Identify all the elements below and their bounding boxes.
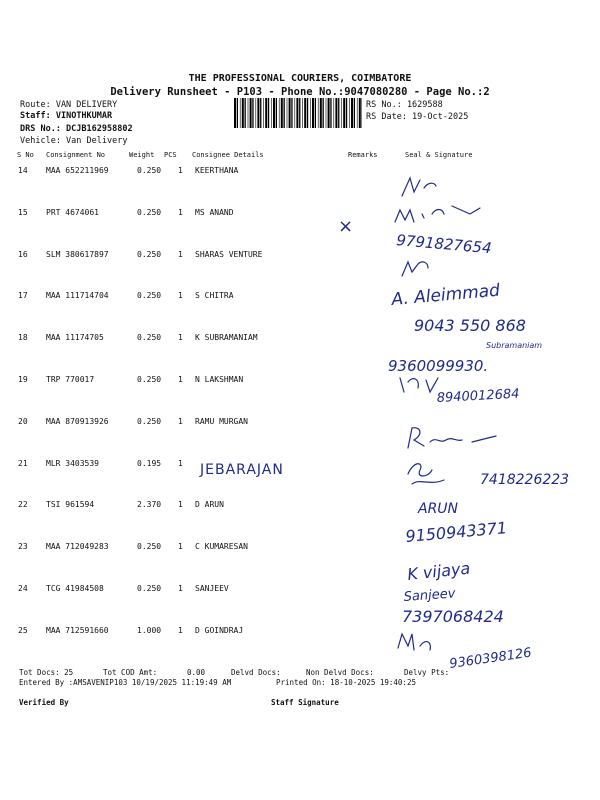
- table-row: [0, 375, 600, 417]
- column-header-consignment: Consignment No: [46, 151, 106, 159]
- handwritten-phone-19b: 8940012684: [436, 386, 520, 406]
- cell-sno: 14: [18, 166, 28, 175]
- table-row: [0, 417, 600, 459]
- staff-line: [20, 111, 112, 121]
- cell-consignment: MAA 652211969: [46, 166, 109, 175]
- table-row: [0, 459, 600, 501]
- cell-consignment: TCG 41984508: [46, 584, 104, 593]
- column-header-remarks: Remarks: [348, 151, 378, 159]
- cell-sno: 23: [18, 542, 28, 552]
- total-cod-label: Tot COD Amt:: [103, 668, 158, 677]
- cell-consignment: SLM 380617897: [46, 249, 109, 259]
- cell-sno: 22: [18, 500, 28, 510]
- table-row: [0, 208, 600, 250]
- cell-weight: 1.000: [137, 625, 162, 635]
- cell-weight: 0.250: [137, 333, 162, 343]
- cell-consignee: KEERTHANA: [195, 166, 239, 175]
- cell-consignee: D GOINDRAJ: [195, 625, 244, 635]
- cell-sno: 20: [18, 416, 28, 426]
- rs-date: RS Date: 19-Oct-2025: [366, 112, 469, 122]
- vehicle-label: Vehicle: Van Delivery: [20, 136, 128, 146]
- handwritten-name-21: JEBARAJAN: [200, 462, 284, 478]
- delivery-points: Delvy Pts:: [404, 668, 450, 677]
- cell-consignment: MAA 870913926: [46, 416, 109, 426]
- table-row: [0, 500, 600, 542]
- cell-consignment: PRT 4674061: [46, 207, 99, 217]
- cell-consignee: MS ANAND: [195, 207, 234, 217]
- cell-sno: 16: [18, 249, 28, 259]
- non-delivered-docs: Non Delvd Docs:: [306, 668, 374, 677]
- cell-sno: 18: [18, 333, 28, 343]
- handwritten-name-24b: Sanjeev: [403, 586, 456, 605]
- cell-pcs: 1: [178, 333, 183, 343]
- handwritten-name-24: K vijaya: [406, 558, 472, 584]
- handwritten-phone-15: 9791827654: [395, 231, 493, 258]
- cell-consignee: RAMU MURGAN: [195, 416, 248, 426]
- cell-consignee: C KUMARESAN: [195, 542, 248, 552]
- route-label: Route: VAN DELIVERY: [20, 100, 118, 110]
- printed-on: Printed On: 18-10-2025 19:40:25: [276, 678, 416, 687]
- cell-pcs: 1: [178, 207, 183, 217]
- company-title: THE PROFESSIONAL COURIERS, COIMBATORE: [188, 73, 412, 84]
- cell-pcs: 1: [178, 166, 183, 175]
- table-row: [0, 291, 600, 333]
- handwritten-phone-24: 7397068424: [402, 607, 504, 626]
- column-header-consignee: Consignee Details: [192, 151, 264, 159]
- cell-consignment: TRP 770017: [46, 375, 95, 384]
- cell-pcs: 1: [178, 584, 183, 593]
- cell-pcs: 1: [178, 625, 183, 635]
- handwritten-name-18: Subramaniam: [486, 341, 543, 350]
- cell-pcs: 1: [178, 500, 183, 510]
- cell-weight: 0.250: [137, 207, 162, 217]
- cell-weight: 0.250: [137, 249, 162, 259]
- handwritten-phone-25: 9360398126: [448, 645, 533, 672]
- column-header-pcs: PCS: [164, 151, 177, 159]
- rs-number: RS No.: 1629588: [366, 100, 443, 110]
- cell-pcs: 1: [178, 542, 183, 552]
- table-row: [0, 333, 600, 375]
- staff-value: VINOTHKUMAR: [55, 111, 113, 121]
- cell-pcs: 1: [178, 291, 183, 301]
- cell-consignment: MAA 712591660: [46, 625, 109, 635]
- cell-consignee: S CHITRA: [195, 291, 234, 301]
- remark-cross-15: ×: [338, 216, 354, 237]
- cell-weight: 0.250: [137, 416, 162, 426]
- verified-by: Verified By: [19, 698, 69, 707]
- column-header-weight: Weight: [129, 151, 155, 159]
- cell-consignment: MAA 712049283: [46, 542, 109, 552]
- cell-pcs: 1: [178, 375, 183, 384]
- staff-label: Staff:: [20, 111, 51, 121]
- cell-pcs: 1: [178, 416, 183, 426]
- handwritten-name-22: ARUN: [418, 501, 459, 517]
- table-row: [0, 584, 600, 626]
- drs-number: DRS No.: DCJB162958802: [20, 124, 133, 134]
- staff-signature: Staff Signature: [271, 698, 339, 707]
- cell-consignee: D ARUN: [195, 500, 224, 510]
- barcode-image: [234, 98, 362, 128]
- cell-sno: 19: [18, 375, 28, 384]
- table-row: [0, 626, 600, 668]
- runsheet-subtitle: Delivery Runsheet - P103 - Phone No.:9047080280 - Page No.:2: [110, 86, 490, 98]
- table-row: [0, 250, 600, 292]
- handwritten-phone-18: 9043 550 868: [414, 316, 526, 335]
- cell-weight: 0.250: [137, 291, 162, 301]
- cell-weight: 0.250: [137, 166, 162, 175]
- cell-consignment: MAA 111714704: [46, 291, 109, 301]
- cell-consignee: SHARAS VENTURE: [195, 249, 263, 259]
- cell-weight: 2.370: [137, 500, 162, 510]
- cell-pcs: 1: [178, 249, 183, 259]
- column-header-seal: Seal & Signature: [405, 151, 473, 159]
- cell-consignee: K SUBRAMANIAM: [195, 333, 258, 343]
- cell-sno: 21: [18, 458, 28, 468]
- cell-pcs: 1: [178, 458, 183, 468]
- table-row: [0, 166, 600, 208]
- handwritten-phone-23: 9150943371: [404, 518, 508, 546]
- cell-weight: 0.250: [137, 542, 162, 552]
- cell-sno: 17: [18, 291, 28, 301]
- cell-consignee: SANJEEV: [195, 584, 229, 593]
- total-docs: Tot Docs: 25: [19, 668, 74, 677]
- cell-consignment: TSI 961594: [46, 500, 95, 510]
- cell-consignee: N LAKSHMAN: [195, 375, 244, 384]
- cell-weight: 0.250: [137, 584, 162, 593]
- handwritten-phone-21: 7418226223: [480, 472, 570, 488]
- handwritten-phone-19: 9360099930.: [388, 357, 489, 375]
- delivered-docs: Delvd Docs:: [231, 668, 281, 677]
- cell-consignment: MAA 11174705: [46, 333, 104, 343]
- cell-sno: 25: [18, 625, 28, 635]
- cell-sno: 15: [18, 207, 28, 217]
- column-header-sno: S No: [17, 151, 34, 159]
- cell-weight: 0.195: [137, 458, 162, 468]
- table-row: [0, 542, 600, 584]
- entered-by: Entered By :AMSAVENIP103 10/19/2025 11:19:49 AM: [19, 678, 232, 687]
- cell-sno: 24: [18, 584, 28, 593]
- cell-consignment: MLR 3403539: [46, 458, 99, 468]
- cell-weight: 0.250: [137, 375, 162, 384]
- total-cod-value: 0.00: [187, 668, 206, 677]
- handwritten-name-17: A. Aleimmad: [390, 280, 501, 310]
